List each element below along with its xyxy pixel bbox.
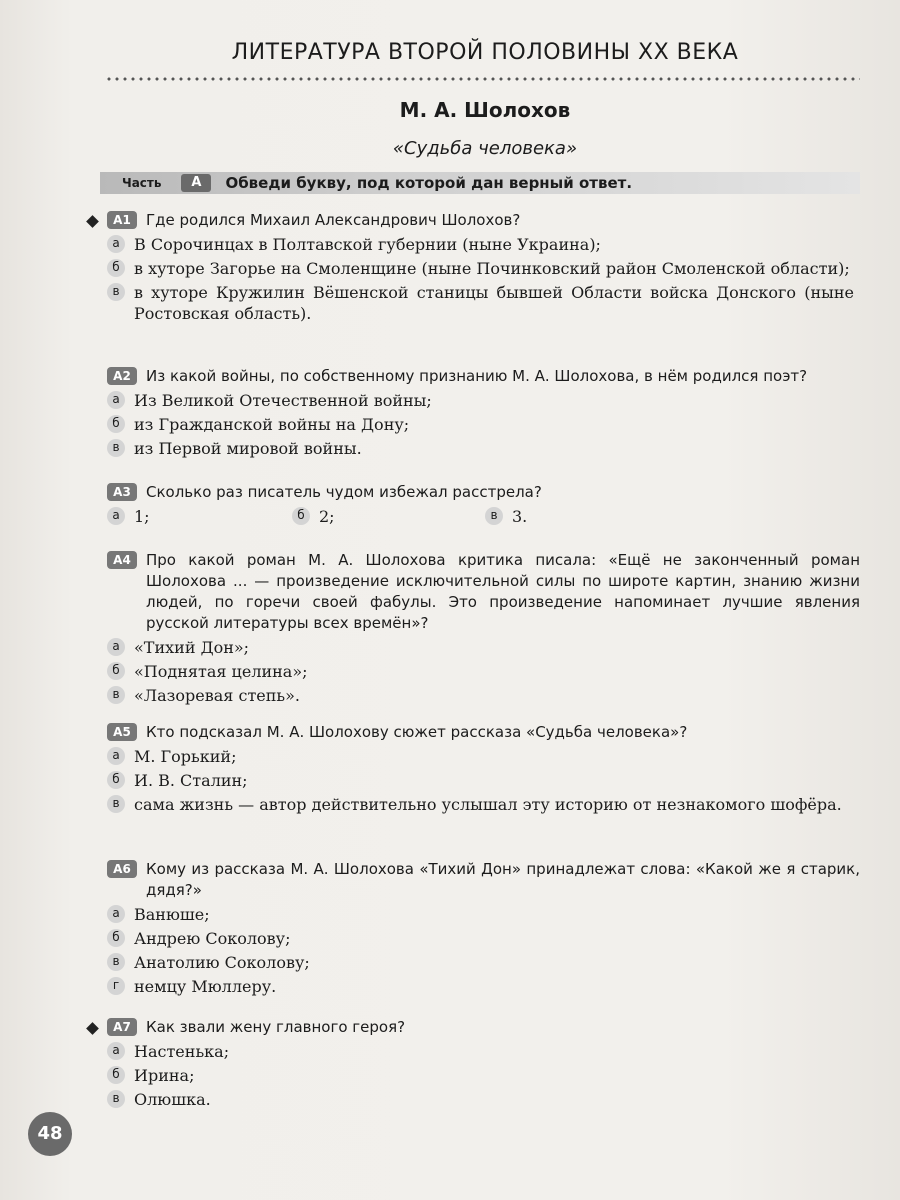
option-text: Олюшка.	[134, 1090, 211, 1109]
answer-option[interactable]	[107, 746, 860, 767]
question-text: Кто подсказал М. А. Шолохову сюжет рассказа «Судьба человека»?	[146, 723, 688, 741]
answer-option[interactable]	[107, 794, 860, 815]
answer-option[interactable]	[292, 506, 485, 527]
answer-option[interactable]	[107, 928, 860, 949]
answer-option[interactable]	[107, 1065, 860, 1086]
part-label: Часть	[122, 176, 162, 190]
answer-option[interactable]	[107, 258, 860, 279]
option-text: Ирина;	[134, 1066, 195, 1085]
question-number-badge: А1	[107, 211, 137, 229]
answer-option[interactable]	[107, 661, 860, 682]
answer-option[interactable]	[107, 1089, 860, 1110]
option-letter[interactable]: а	[107, 391, 125, 409]
question-text: Где родился Михаил Александрович Шолохов?	[146, 211, 521, 229]
option-text: Ванюше;	[134, 905, 210, 924]
question-number-badge: А2	[107, 367, 137, 385]
option-text: «Тихий Дон»;	[134, 638, 250, 657]
option-letter[interactable]: г	[107, 977, 125, 995]
part-instruction: Обведи букву, под которой дан верный ответ.	[225, 174, 633, 192]
diamond-icon	[86, 1022, 99, 1035]
part-letter-badge: А	[181, 174, 211, 192]
question-a3	[88, 482, 860, 527]
author-heading: М. А. Шолохов	[399, 98, 571, 122]
question-number-badge: А4	[107, 551, 137, 569]
option-letter[interactable]: в	[107, 795, 125, 813]
option-text: И. В. Сталин;	[134, 771, 248, 790]
question-a1	[88, 210, 860, 324]
answer-option[interactable]	[107, 234, 860, 255]
answer-option[interactable]	[107, 1041, 860, 1062]
diamond-icon	[86, 215, 99, 228]
answer-option[interactable]	[107, 282, 860, 324]
answer-option[interactable]	[107, 770, 860, 791]
option-letter[interactable]: а	[107, 905, 125, 923]
answer-option[interactable]	[107, 390, 860, 411]
option-text: немцу Мюллеру.	[134, 977, 277, 996]
option-text: 2;	[319, 507, 335, 526]
question-a2	[88, 366, 860, 459]
question-text: Как звали жену главного героя?	[146, 1018, 406, 1036]
section-title: ЛИТЕРАТУРА ВТОРОЙ ПОЛОВИНЫ XX ВЕКА	[231, 40, 739, 65]
option-text: В Сорочинцах в Полтавской губернии (ныне Украина);	[134, 235, 601, 254]
option-text: из Первой мировой войны.	[134, 439, 362, 458]
question-number-badge: А5	[107, 723, 137, 741]
option-text: «Лазоревая степь».	[134, 686, 301, 705]
question-number-badge: А3	[107, 483, 137, 501]
option-letter[interactable]: в	[107, 1090, 125, 1108]
option-text: Настенька;	[134, 1042, 230, 1061]
option-letter[interactable]: б	[107, 415, 125, 433]
option-text: Из Великой Отечественной войны;	[134, 391, 432, 410]
answer-options-row	[107, 506, 860, 527]
option-text: 3.	[512, 507, 528, 526]
dotted-divider	[105, 76, 860, 82]
question-text: Кому из рассказа М. А. Шолохова «Тихий Дон» принадлежат слова: «Какой же я старик, дядя?»	[146, 860, 860, 899]
option-text: 1;	[134, 507, 150, 526]
option-text: Анатолию Соколову;	[134, 953, 310, 972]
option-letter[interactable]: а	[107, 638, 125, 656]
option-letter[interactable]: в	[107, 283, 125, 301]
question-text: Из какой войны, по собственному признанию М. А. Шолохова, в нём родился поэт?	[146, 367, 808, 385]
option-text: в хуторе Загорье на Смоленщине (ныне Починковский район Смоленской области);	[134, 259, 850, 278]
question-a6	[88, 859, 860, 997]
question-a4	[88, 550, 860, 706]
answer-option[interactable]	[485, 506, 527, 527]
option-letter[interactable]: в	[107, 953, 125, 971]
option-letter[interactable]: б	[107, 1066, 125, 1084]
question-number-badge: А7	[107, 1018, 137, 1036]
option-letter[interactable]: а	[107, 1042, 125, 1060]
option-letter[interactable]: а	[107, 507, 125, 525]
answer-option[interactable]	[107, 904, 860, 925]
option-text: Андрею Соколову;	[134, 929, 291, 948]
question-text: Про какой роман М. А. Шолохова критика писала: «Ещё не законченный роман Шолохова ... — произведение исключительной силы по широте картин, знанию жизни людей, по горечи своей фабулы. Это произведение напоминает лучшие явления русской литературы всех времён»?	[146, 551, 860, 632]
page-number: 48	[28, 1112, 72, 1156]
option-text: сама жизнь — автор действительно услышал эту историю от незнакомого шофёра.	[134, 795, 842, 814]
question-a5	[88, 722, 860, 815]
option-text: в хуторе Кружилин Вёшенской станицы бывшей Области войска Донского (ныне Ростовская область).	[134, 283, 854, 323]
answer-option[interactable]	[107, 952, 860, 973]
option-letter[interactable]: в	[107, 439, 125, 457]
answer-option[interactable]	[107, 976, 860, 997]
option-letter[interactable]: в	[107, 686, 125, 704]
option-text: «Поднятая целина»;	[134, 662, 308, 681]
answer-option[interactable]	[107, 506, 292, 527]
question-number-badge: А6	[107, 860, 137, 878]
option-letter[interactable]: в	[485, 507, 503, 525]
option-letter[interactable]: б	[107, 662, 125, 680]
option-text: М. Горький;	[134, 747, 237, 766]
option-text: из Гражданской войны на Дону;	[134, 415, 410, 434]
option-letter[interactable]: б	[107, 771, 125, 789]
answer-option[interactable]	[107, 637, 860, 658]
option-letter[interactable]: а	[107, 235, 125, 253]
work-title: «Судьба человека»	[392, 138, 578, 159]
question-a7	[88, 1017, 860, 1110]
answer-option[interactable]	[107, 438, 860, 459]
option-letter[interactable]: а	[107, 747, 125, 765]
answer-option[interactable]	[107, 685, 860, 706]
answer-option[interactable]	[107, 414, 860, 435]
option-letter[interactable]: б	[107, 259, 125, 277]
option-letter[interactable]: б	[292, 507, 310, 525]
question-text: Сколько раз писатель чудом избежал расстрела?	[146, 483, 542, 501]
part-banner	[100, 172, 860, 194]
option-letter[interactable]: б	[107, 929, 125, 947]
